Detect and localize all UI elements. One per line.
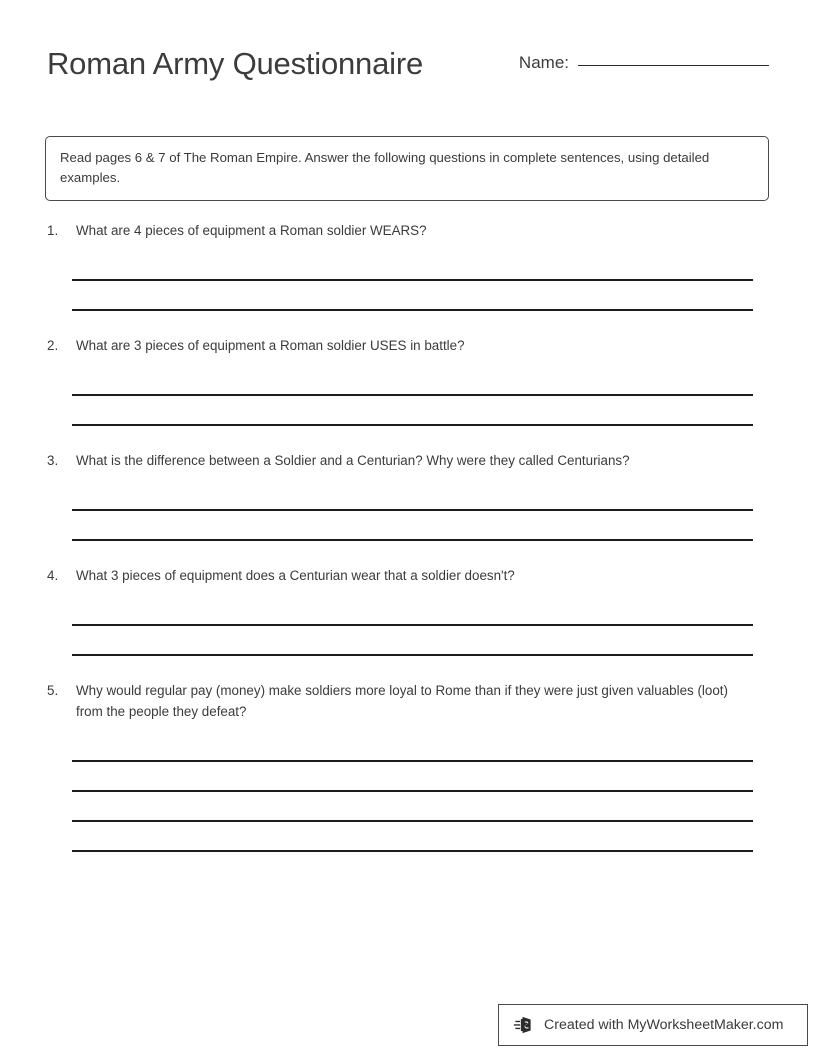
name-label: Name: <box>518 53 569 72</box>
answer-line[interactable] <box>72 366 753 396</box>
question-head <box>47 335 769 356</box>
answer-line[interactable] <box>72 251 753 281</box>
answer-line[interactable] <box>72 511 753 541</box>
name-input-rule[interactable] <box>578 64 769 66</box>
answer-line[interactable] <box>72 596 753 626</box>
answer-line[interactable] <box>72 762 753 792</box>
question-text: What are 3 pieces of equipment a Roman soldier USES in battle? <box>76 338 465 353</box>
instructions-text: Read pages 6 & 7 of The Roman Empire. Answer the following questions in complete sentences, using detailed examples. <box>60 150 710 185</box>
answer-line[interactable] <box>72 822 753 852</box>
question-text: What are 4 pieces of equipment a Roman soldier WEARS? <box>76 223 427 238</box>
question-item <box>47 565 769 656</box>
question-spacer <box>47 426 769 450</box>
answer-line[interactable] <box>72 732 753 762</box>
question-number: 2. <box>47 338 59 353</box>
answer-lines <box>47 596 769 656</box>
question-number: 5. <box>47 683 59 698</box>
answer-line[interactable] <box>72 626 753 656</box>
question-spacer <box>47 541 769 565</box>
answer-lines <box>47 732 769 852</box>
question-item <box>47 450 769 541</box>
answer-line[interactable] <box>72 481 753 511</box>
question-number: 1. <box>47 223 59 238</box>
question-text: Why would regular pay (money) make soldiers more loyal to Rome than if they were just given valuables (loot) from the people they defeat? <box>76 683 728 719</box>
question-text: What is the difference between a Soldier and a Centurian? Why were they called Centurians? <box>76 453 630 468</box>
question-item <box>47 220 769 311</box>
created-with-badge[interactable] <box>498 1004 808 1046</box>
answer-line[interactable] <box>72 792 753 822</box>
question-head <box>47 565 769 586</box>
worksheet-header <box>47 44 769 92</box>
question-spacer <box>47 656 769 680</box>
question-item <box>47 680 769 852</box>
worksheet-maker-logo-icon <box>513 1014 535 1036</box>
instructions-box <box>45 136 769 201</box>
question-item <box>47 335 769 426</box>
question-head <box>47 220 769 241</box>
question-text: What 3 pieces of equipment does a Centurian wear that a soldier doesn't? <box>76 568 515 583</box>
page-title: Roman Army Questionnaire <box>47 46 423 81</box>
answer-lines <box>47 481 769 541</box>
answer-lines <box>47 366 769 426</box>
question-head <box>47 680 769 722</box>
question-head <box>47 450 769 471</box>
answer-line[interactable] <box>72 396 753 426</box>
question-spacer <box>47 311 769 335</box>
question-number: 3. <box>47 453 59 468</box>
question-number: 4. <box>47 568 59 583</box>
name-field-group <box>519 52 769 74</box>
answer-lines <box>47 251 769 311</box>
answer-line[interactable] <box>72 281 753 311</box>
created-with-label: Created with MyWorksheetMaker.com <box>544 1017 784 1033</box>
questions-list <box>47 220 769 852</box>
